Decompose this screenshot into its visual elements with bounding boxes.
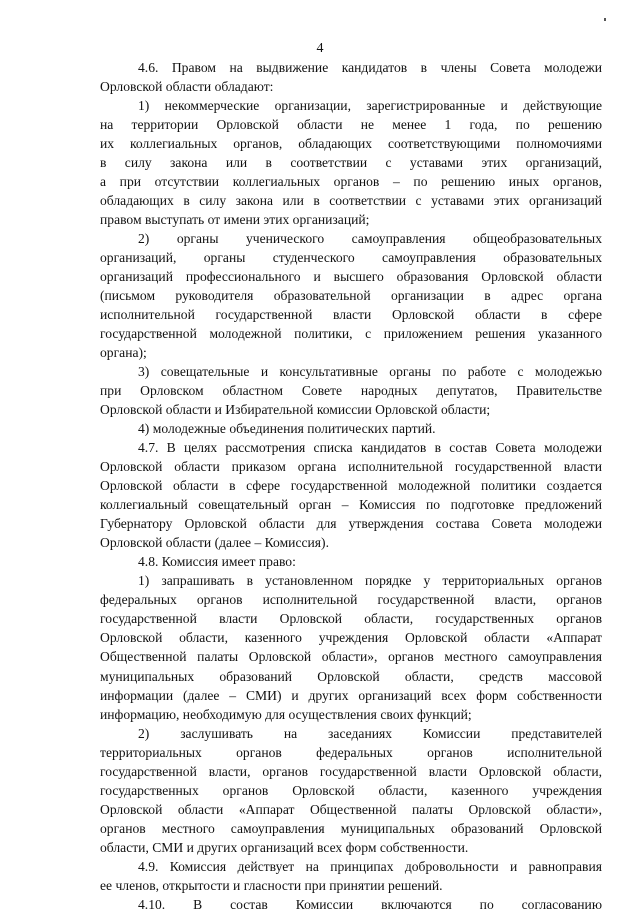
scan-mark [604, 18, 606, 21]
text-line: (письмом руководителя образовательной организации в адрес органа [100, 288, 602, 304]
text-line: 3) совещательные и консультативные органы по работе с молодежью [138, 364, 602, 380]
page-number: 4 [316, 41, 324, 56]
text-line: 4.7. В целях рассмотрения списка кандидатов в состав Совета молодежи [138, 440, 602, 456]
text-line: Орловской области приказом органа исполнительной государственной власти [100, 459, 602, 475]
text-line: государственной власти Орловской области, государственных органов [100, 611, 602, 627]
text-line: 1) некоммерческие организации, зарегистрированные и действующие [138, 98, 602, 114]
text-line: информации (далее – СМИ) и других организаций всех форм собственности [100, 687, 602, 703]
text-line: области, СМИ и других организаций всех форм собственности. [100, 839, 469, 855]
text-line: органов местного самоуправления муниципальных образований Орловской [100, 820, 602, 836]
text-line: государственной молодежной политики, с приложением решения указанного [100, 326, 602, 342]
text-line: коллегиальный совещательный орган – Комиссия по подготовке предложений [100, 497, 602, 513]
text-line: 4.8. Комиссия имеет право: [138, 554, 296, 570]
text-line: исполнительной государственной власти Орловской области в сфере [100, 307, 602, 323]
text-line: Орловской области обладают: [100, 79, 274, 95]
text-line: 4.6. Правом на выдвижение кандидатов в члены Совета молодежи [138, 60, 602, 75]
text-line: государственных органов Орловской области, казенного учреждения [100, 782, 602, 798]
text-line: 2) органы ученического самоуправления общеобразовательных [138, 231, 602, 247]
text-line: Губернатору Орловской области для утверждения состава Совета молодежи [100, 516, 602, 532]
text-line: 4) молодежные объединения политических партий. [138, 421, 436, 437]
text-line: Орловской области в сфере государственной молодежной политики создается [100, 478, 602, 494]
text-line: 1) запрашивать в установленном порядке у территориальных органов [138, 573, 602, 589]
text-line: муниципальных образований Орловской области, средств массовой [100, 668, 602, 684]
text-line: организаций, органы студенческого самоуправления образовательных [100, 250, 602, 266]
text-line: ее членов, открытости и гласности при принятии решений. [100, 877, 443, 893]
document-body [100, 58, 602, 914]
text-line: Орловской области, казенного учреждения Орловской области «Аппарат [100, 630, 602, 646]
text-line: органа); [100, 345, 147, 361]
text-line: организаций профессионального и высшего образования Орловской области [100, 269, 602, 285]
text-line: а при отсутствии коллегиальных органов – по решению иных органов, [100, 174, 602, 190]
text-line: территориальных органов федеральных органов исполнительной [100, 744, 602, 760]
text-line: Орловской области «Аппарат Общественной палаты Орловской области», [100, 801, 602, 817]
text-line: Орловской области и Избирательной комиссии Орловской области; [100, 402, 491, 418]
text-line: в силу закона или в соответствии с уставами этих организаций, [100, 155, 602, 171]
text-line: при Орловском областном Совете народных депутатов, Правительстве [100, 383, 602, 399]
text-line: информацию, необходимую для осуществления своих функций; [100, 706, 472, 722]
text-line: обладающих в силу закона или в соответствии с уставами этих организаций [100, 193, 602, 209]
text-line: правом выступать от имени этих организаций; [100, 212, 370, 228]
text-line: федеральных органов исполнительной государственной власти, органов [100, 592, 602, 608]
text-line: их коллегиальных органов, обладающих соответствующими полномочиями [100, 136, 602, 152]
text-line: Общественной палаты Орловской области», органов местного самоуправления [100, 649, 602, 665]
text-line: Орловской области (далее – Комиссия). [100, 535, 329, 551]
text-line: на территории Орловской области не менее 1 года, по решению [100, 117, 602, 133]
text-line: 4.9. Комиссия действует на принципах добровольности и равноправия [138, 858, 602, 874]
text-line: государственной власти, органов государственной власти Орловской области, [100, 763, 602, 779]
text-line: 2) заслушивать на заседаниях Комиссии представителей [138, 725, 602, 741]
text-line: 4.10. В состав Комиссии включаются по согласованию [138, 896, 602, 912]
